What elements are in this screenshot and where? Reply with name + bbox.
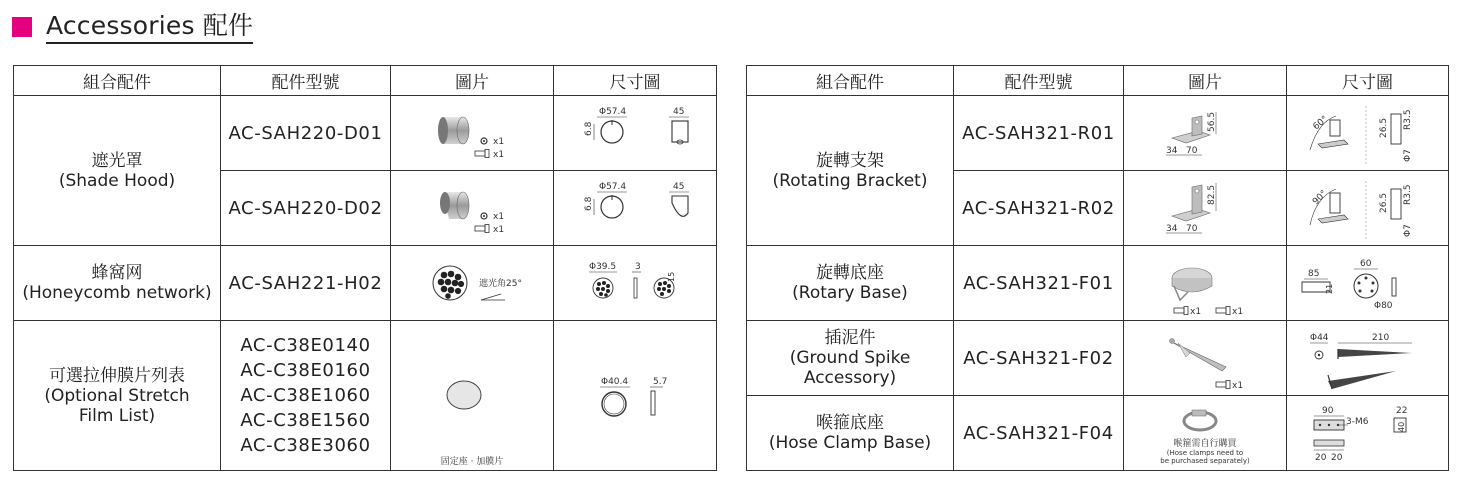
model-number: AC-SAH321-F02 (954, 321, 1124, 396)
table-row (14, 321, 717, 471)
dimension-drawing (1287, 321, 1449, 396)
table-row (747, 321, 1449, 396)
col-accessory: 組合配件 (747, 66, 954, 96)
dim-angle: 90° (1310, 188, 1329, 208)
qty-label: x1 (493, 150, 505, 160)
product-picture (1124, 96, 1287, 171)
dim-height: 82.5 (1207, 184, 1217, 205)
product-picture (1124, 396, 1287, 471)
model-number: AC-SAH221-H02 (221, 246, 391, 321)
dim-height: 6.8 (584, 121, 594, 136)
dim-spacing: 20 (1314, 453, 1326, 463)
dimension-drawing (554, 96, 717, 171)
dim-thickness: 5.7 (653, 376, 668, 387)
name-zh: 蜂窩网 (91, 263, 143, 283)
ground-spike-icon (1130, 323, 1280, 393)
bracket-dimension-icon (1288, 98, 1448, 168)
dim-radius: R3.5 (1402, 184, 1413, 205)
dim-width: 70 (1186, 146, 1198, 156)
dim-diameter: Φ57.4 (599, 107, 627, 117)
rotary-base-dimension-icon (1288, 248, 1448, 318)
dim-height: 22 (1395, 406, 1407, 416)
bracket-icon (1130, 98, 1280, 168)
accessory-name-ground-spike (747, 321, 954, 396)
section-header (12, 10, 253, 44)
dim-height: 6.8 (584, 196, 594, 211)
accessory-name-honeycomb (14, 246, 221, 321)
accessory-name-film (14, 321, 221, 471)
model-number: AC-C38E1560 (240, 410, 371, 431)
dim-angle: 60° (1311, 114, 1330, 133)
qty-label: x1 (1232, 381, 1244, 391)
ground-spike-dimension-icon (1288, 323, 1448, 393)
header-row (747, 66, 1449, 96)
dim-thickness: 3 (635, 262, 641, 272)
dim-width: 34 (1166, 146, 1178, 156)
dimension-drawing (554, 171, 717, 246)
accent-square (12, 17, 32, 37)
dim-height: 21 (1324, 283, 1334, 294)
name-en: (Hose Clamp Base) (768, 433, 932, 453)
dim-screw: 3-M6 (1345, 417, 1368, 427)
hose-clamp-note-en: (Hose clamps need to (1166, 449, 1244, 457)
model-number: AC-SAH321-R02 (954, 171, 1124, 246)
dim-top: 60 (1359, 259, 1371, 269)
bracket-tall-icon (1130, 173, 1280, 243)
col-picture: 圖片 (391, 66, 554, 96)
hose-clamp-note-en: be purchased separately) (1160, 457, 1250, 465)
dim-width: 90 (1321, 406, 1333, 416)
model-number-list (221, 321, 391, 471)
table-row (747, 246, 1449, 321)
header-row (14, 66, 717, 96)
bracket-tall-dimension-icon (1288, 173, 1448, 243)
dim-width: 70 (1186, 224, 1198, 234)
dim-depth: 45 (673, 107, 685, 117)
col-model: 配件型號 (954, 66, 1124, 96)
dimension-drawing (1287, 171, 1449, 246)
hose-clamp-icon (1130, 401, 1280, 439)
name-en: (Rotating Bracket) (772, 170, 928, 191)
model-number: AC-C38E3060 (240, 435, 371, 456)
name-zh: 插泥件 (824, 328, 876, 348)
dim-diameter: Φ44 (1309, 333, 1329, 343)
name-en: Film List) (78, 405, 156, 426)
dim-height: 26.5 (1378, 117, 1389, 138)
model-number: AC-C38E1060 (240, 385, 371, 406)
dim-diameter: Φ39.5 (589, 262, 617, 272)
dim-side: 15 (667, 271, 676, 282)
dimension-drawing (1287, 396, 1449, 471)
dim-diameter: Φ57.4 (599, 182, 627, 192)
name-zh: 可選拉伸膜片列表 (49, 365, 185, 386)
dim-width: 34 (1166, 224, 1178, 234)
rotary-base-icon (1130, 248, 1280, 318)
shade-hood-cylinder-icon (397, 98, 547, 168)
col-accessory: 組合配件 (14, 66, 221, 96)
accessory-name-hose-clamp (747, 396, 954, 471)
dim-diameter: Φ7 (1402, 149, 1413, 162)
table-row (747, 396, 1449, 471)
qty-label: x1 (493, 137, 505, 147)
dim-diameter: Φ80 (1373, 301, 1393, 311)
name-zh: 旋轉支架 (816, 150, 884, 171)
dim-radius: R3.5 (1402, 109, 1413, 130)
model-number: AC-SAH220-D01 (221, 96, 391, 171)
model-number: AC-C38E0140 (240, 335, 371, 356)
film-disc-icon (397, 346, 547, 446)
product-picture (1124, 246, 1287, 321)
film-dimension-icon (555, 346, 715, 446)
dim-length: 210 (1371, 333, 1389, 343)
name-en: (Rotary Base) (792, 283, 908, 303)
dim-height: 40 (1396, 421, 1406, 432)
right-accessories-table (746, 65, 1449, 471)
model-number: AC-SAH321-R01 (954, 96, 1124, 171)
qty-label: x1 (493, 225, 505, 235)
name-en: (Ground Spike (789, 348, 911, 368)
dim-diameter: Φ40.4 (601, 376, 629, 387)
dim-spacing: 20 (1330, 453, 1342, 463)
dimension-drawing (554, 246, 717, 321)
accessory-name-rotating-bracket (747, 96, 954, 246)
col-model: 配件型號 (221, 66, 391, 96)
dim-height: 26.5 (1378, 192, 1389, 213)
name-en: (Optional Stretch (44, 385, 190, 406)
hose-clamp-dimension-icon (1288, 398, 1448, 468)
table-row (14, 246, 717, 321)
name-en: (Shade Hood) (58, 170, 176, 191)
section-title: Accessories 配件 (46, 11, 253, 44)
dimension-drawing (1287, 96, 1449, 171)
name-zh: 遮光罩 (91, 150, 143, 171)
picture-caption: 固定座 · 加膜片 (440, 457, 504, 467)
qty-label: x1 (1190, 307, 1202, 317)
hose-clamp-note-zh: 喉箍需自行購買 (1173, 439, 1237, 449)
product-picture (391, 246, 554, 321)
name-zh: 旋轉底座 (816, 263, 884, 283)
col-dimension: 尺寸圖 (554, 66, 717, 96)
shade-hood-angled-dimension-icon (555, 173, 715, 243)
dimension-drawing (554, 321, 717, 471)
model-number: AC-SAH220-D02 (221, 171, 391, 246)
name-en: Accessory) (803, 368, 897, 388)
product-picture (1124, 171, 1287, 246)
table-row (747, 96, 1449, 171)
honeycomb-dimension-icon (555, 248, 715, 318)
honeycomb-icon (397, 248, 547, 318)
qty-label: x1 (493, 212, 505, 222)
left-accessories-table (13, 65, 717, 471)
accessory-name-shade-hood (14, 96, 221, 246)
product-picture (391, 171, 554, 246)
col-picture: 圖片 (1124, 66, 1287, 96)
model-number: AC-SAH321-F04 (954, 396, 1124, 471)
model-number: AC-SAH321-F01 (954, 246, 1124, 321)
col-dimension: 尺寸圖 (1287, 66, 1449, 96)
dimension-drawing (1287, 246, 1449, 321)
shade-hood-dimension-icon (555, 98, 715, 168)
dim-height: 56.5 (1207, 111, 1217, 132)
product-picture (391, 96, 554, 171)
product-picture (391, 321, 554, 471)
dim-diameter: Φ7 (1402, 224, 1413, 237)
shade-hood-angled-icon (397, 173, 547, 243)
angle-note: 遮光角25° (479, 279, 522, 289)
product-picture (1124, 321, 1287, 396)
dim-width: 85 (1307, 269, 1319, 279)
name-en: (Honeycomb network) (22, 283, 212, 303)
dim-depth: 45 (673, 182, 685, 192)
table-row (14, 96, 717, 171)
model-number: AC-C38E0160 (240, 360, 371, 381)
accessory-name-rotary-base (747, 246, 954, 321)
qty-label: x1 (1232, 307, 1244, 317)
name-zh: 喉箍底座 (816, 413, 884, 433)
